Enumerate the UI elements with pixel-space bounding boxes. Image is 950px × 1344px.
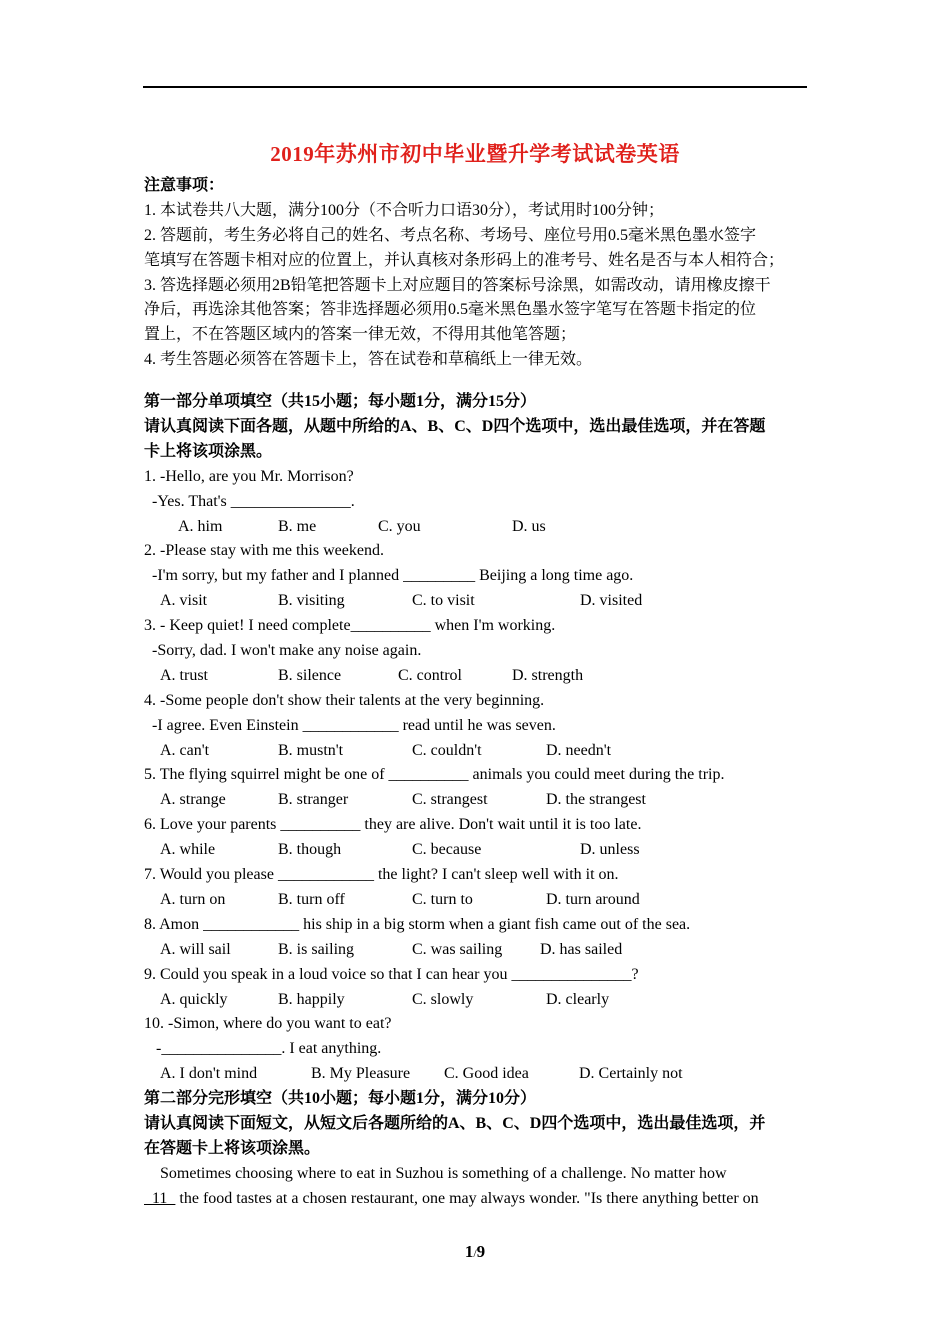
option-c[interactable]: C. you [378,517,421,535]
section-gap [144,373,808,390]
cloze-blank-11: 11 [144,1189,176,1207]
option-a[interactable]: A. quickly [160,990,228,1008]
question-stem: 6. Love your parents __________ they are alive. Don't wait until it is too late. [144,816,642,834]
option-c[interactable]: C. was sailing [412,940,503,958]
option-b[interactable]: B. happily [278,990,345,1008]
option-a[interactable]: A. can't [160,741,210,759]
option-d[interactable]: D. strength [512,666,584,684]
notice-line: 2. 答题前，考生务必将自己的姓名、考点名称、考场号、座位号用0.5毫米黑色墨水签字 [144,226,757,244]
passage-text: the food tastes at a chosen restaurant, one may always wonder. "Is there anything better on [175,1189,759,1207]
question-stem: 5. The flying squirrel might be one of __________ animals you could meet during the trip. [144,766,725,784]
part1-heading: 第一部分单项填空（共15小题；每小题1分，满分15分） [144,393,537,411]
part2-instruction: 请认真阅读下面短文，从短文后各题所给的A、B、C、D四个选项中，选出最佳选项，并 [144,1114,766,1132]
option-d[interactable]: D. visited [580,592,643,610]
page-separator: / [473,1246,477,1260]
question-stem: 2. -Please stay with me this weekend. [144,542,384,560]
option-c[interactable]: C. control [398,666,462,684]
question-dialog-line: -Yes. That's _______________. [144,492,355,510]
option-d[interactable]: D. Certainly not [579,1065,683,1083]
notice-line: 4. 考生答题必须答在答题卡上，答在试卷和草稿纸上一律无效。 [144,351,593,369]
question-dialog-line: -_______________. I eat anything. [144,1040,382,1058]
header-rule [143,86,807,88]
option-c[interactable]: C. because [412,841,482,859]
option-c[interactable]: C. strangest [412,791,488,809]
option-a[interactable]: A. visit [160,592,208,610]
passage-line [144,1187,808,1212]
part1-instruction: 卡上将该项涂黑。 [144,442,273,460]
option-b[interactable]: B. My Pleasure [311,1065,411,1083]
option-d[interactable]: D. clearly [546,990,610,1008]
notice-line: 置上，不在答题区域内的答案一律无效，不得用其他笔答题； [144,326,577,344]
answer-options [144,938,808,963]
option-c[interactable]: C. couldn't [412,741,482,759]
option-b[interactable]: B. is sailing [278,940,355,958]
document-body [144,174,808,1212]
part1-instruction: 请认真阅读下面各题，从题中所给的A、B、C、D四个选项中，选出最佳选项，并在答题 [144,418,766,436]
notice-heading: 注意事项： [144,177,225,194]
option-b[interactable]: B. though [278,841,342,859]
option-b[interactable]: B. stranger [278,791,349,809]
question-stem: 3. - Keep quiet! I need complete__________ when I'm working. [144,617,556,635]
answer-options [144,664,808,689]
option-a[interactable]: A. while [160,841,216,859]
total-pages: 9 [476,1242,486,1261]
question-stem: 1. -Hello, are you Mr. Morrison? [144,467,354,485]
passage-line: Sometimes choosing where to eat in Suzhou is something of a challenge. No matter how [144,1164,727,1182]
option-d[interactable]: D. needn't [546,741,612,759]
option-a[interactable]: A. I don't mind [160,1065,258,1083]
option-a[interactable]: A. turn on [160,890,226,908]
page-number [0,1242,950,1262]
answer-options [144,788,808,813]
question-stem: 10. -Simon, where do you want to eat? [144,1015,392,1033]
exam-title: 2019年苏州市初中毕业暨升学考试试卷英语 [270,142,680,166]
answer-options [144,739,808,764]
answer-options [144,1062,808,1087]
notice-line: 笔填写在答题卡相对应的位置上，并认真核对条形码上的准考号、姓名是否与本人相符合； [144,251,785,269]
option-d[interactable]: D. unless [580,841,640,859]
answer-options [144,888,808,913]
part2-instruction: 在答题卡上将该项涂黑。 [144,1139,321,1157]
option-c[interactable]: C. turn to [412,890,473,908]
part2-heading: 第二部分完形填空（共10小题；每小题1分，满分10分） [144,1090,537,1108]
option-c[interactable]: C. Good idea [444,1065,529,1083]
option-a[interactable]: A. will sail [160,940,231,958]
notice-line: 3. 答选择题必须用2B铅笔把答题卡上对应题目的答案标号涂黑，如需改动，请用橡皮擦干 [144,276,771,294]
option-b[interactable]: B. silence [278,666,342,684]
option-a[interactable]: A. strange [160,791,226,809]
question-list [144,465,808,1087]
option-d[interactable]: D. turn around [546,890,640,908]
option-d[interactable]: D. us [512,517,546,535]
question-stem: 9. Could you speak in a loud voice so that I can hear you _______________? [144,965,639,983]
question-stem: 8. Amon ____________ his ship in a big storm when a giant fish came out of the sea. [144,915,691,933]
notice-line: 1. 本试卷共八大题，满分100分（不合听力口语30分），考试用时100分钟； [144,201,665,219]
option-c[interactable]: C. to visit [412,592,475,610]
option-a[interactable]: A. him [178,517,223,535]
question-dialog-line: -Sorry, dad. I won't make any noise again. [144,642,422,660]
option-a[interactable]: A. trust [160,666,208,684]
option-b[interactable]: B. mustn't [278,741,344,759]
option-c[interactable]: C. slowly [412,990,474,1008]
answer-options [144,988,808,1013]
option-d[interactable]: D. the strangest [546,791,646,809]
option-b[interactable]: B. me [278,517,317,535]
question-dialog-line: -I agree. Even Einstein ____________ read until he was seven. [144,716,556,734]
current-page: 1 [464,1242,474,1261]
answer-options [144,838,808,863]
question-stem: 7. Would you please ____________ the light? I can't sleep well with it on. [144,866,619,884]
question-stem: 4. -Some people don't show their talents at the very beginning. [144,691,545,709]
question-dialog-line: -I'm sorry, but my father and I planned _________ Beijing a long time ago. [144,567,634,585]
option-b[interactable]: B. visiting [278,592,345,610]
option-d[interactable]: D. has sailed [540,940,623,958]
answer-options [144,589,808,614]
option-b[interactable]: B. turn off [278,890,345,908]
answer-options [144,515,808,540]
notice-line: 净后，再选涂其他答案；答非选择题必须用0.5毫米黑色墨水签字笔写在答题卡指定的位 [144,301,757,319]
